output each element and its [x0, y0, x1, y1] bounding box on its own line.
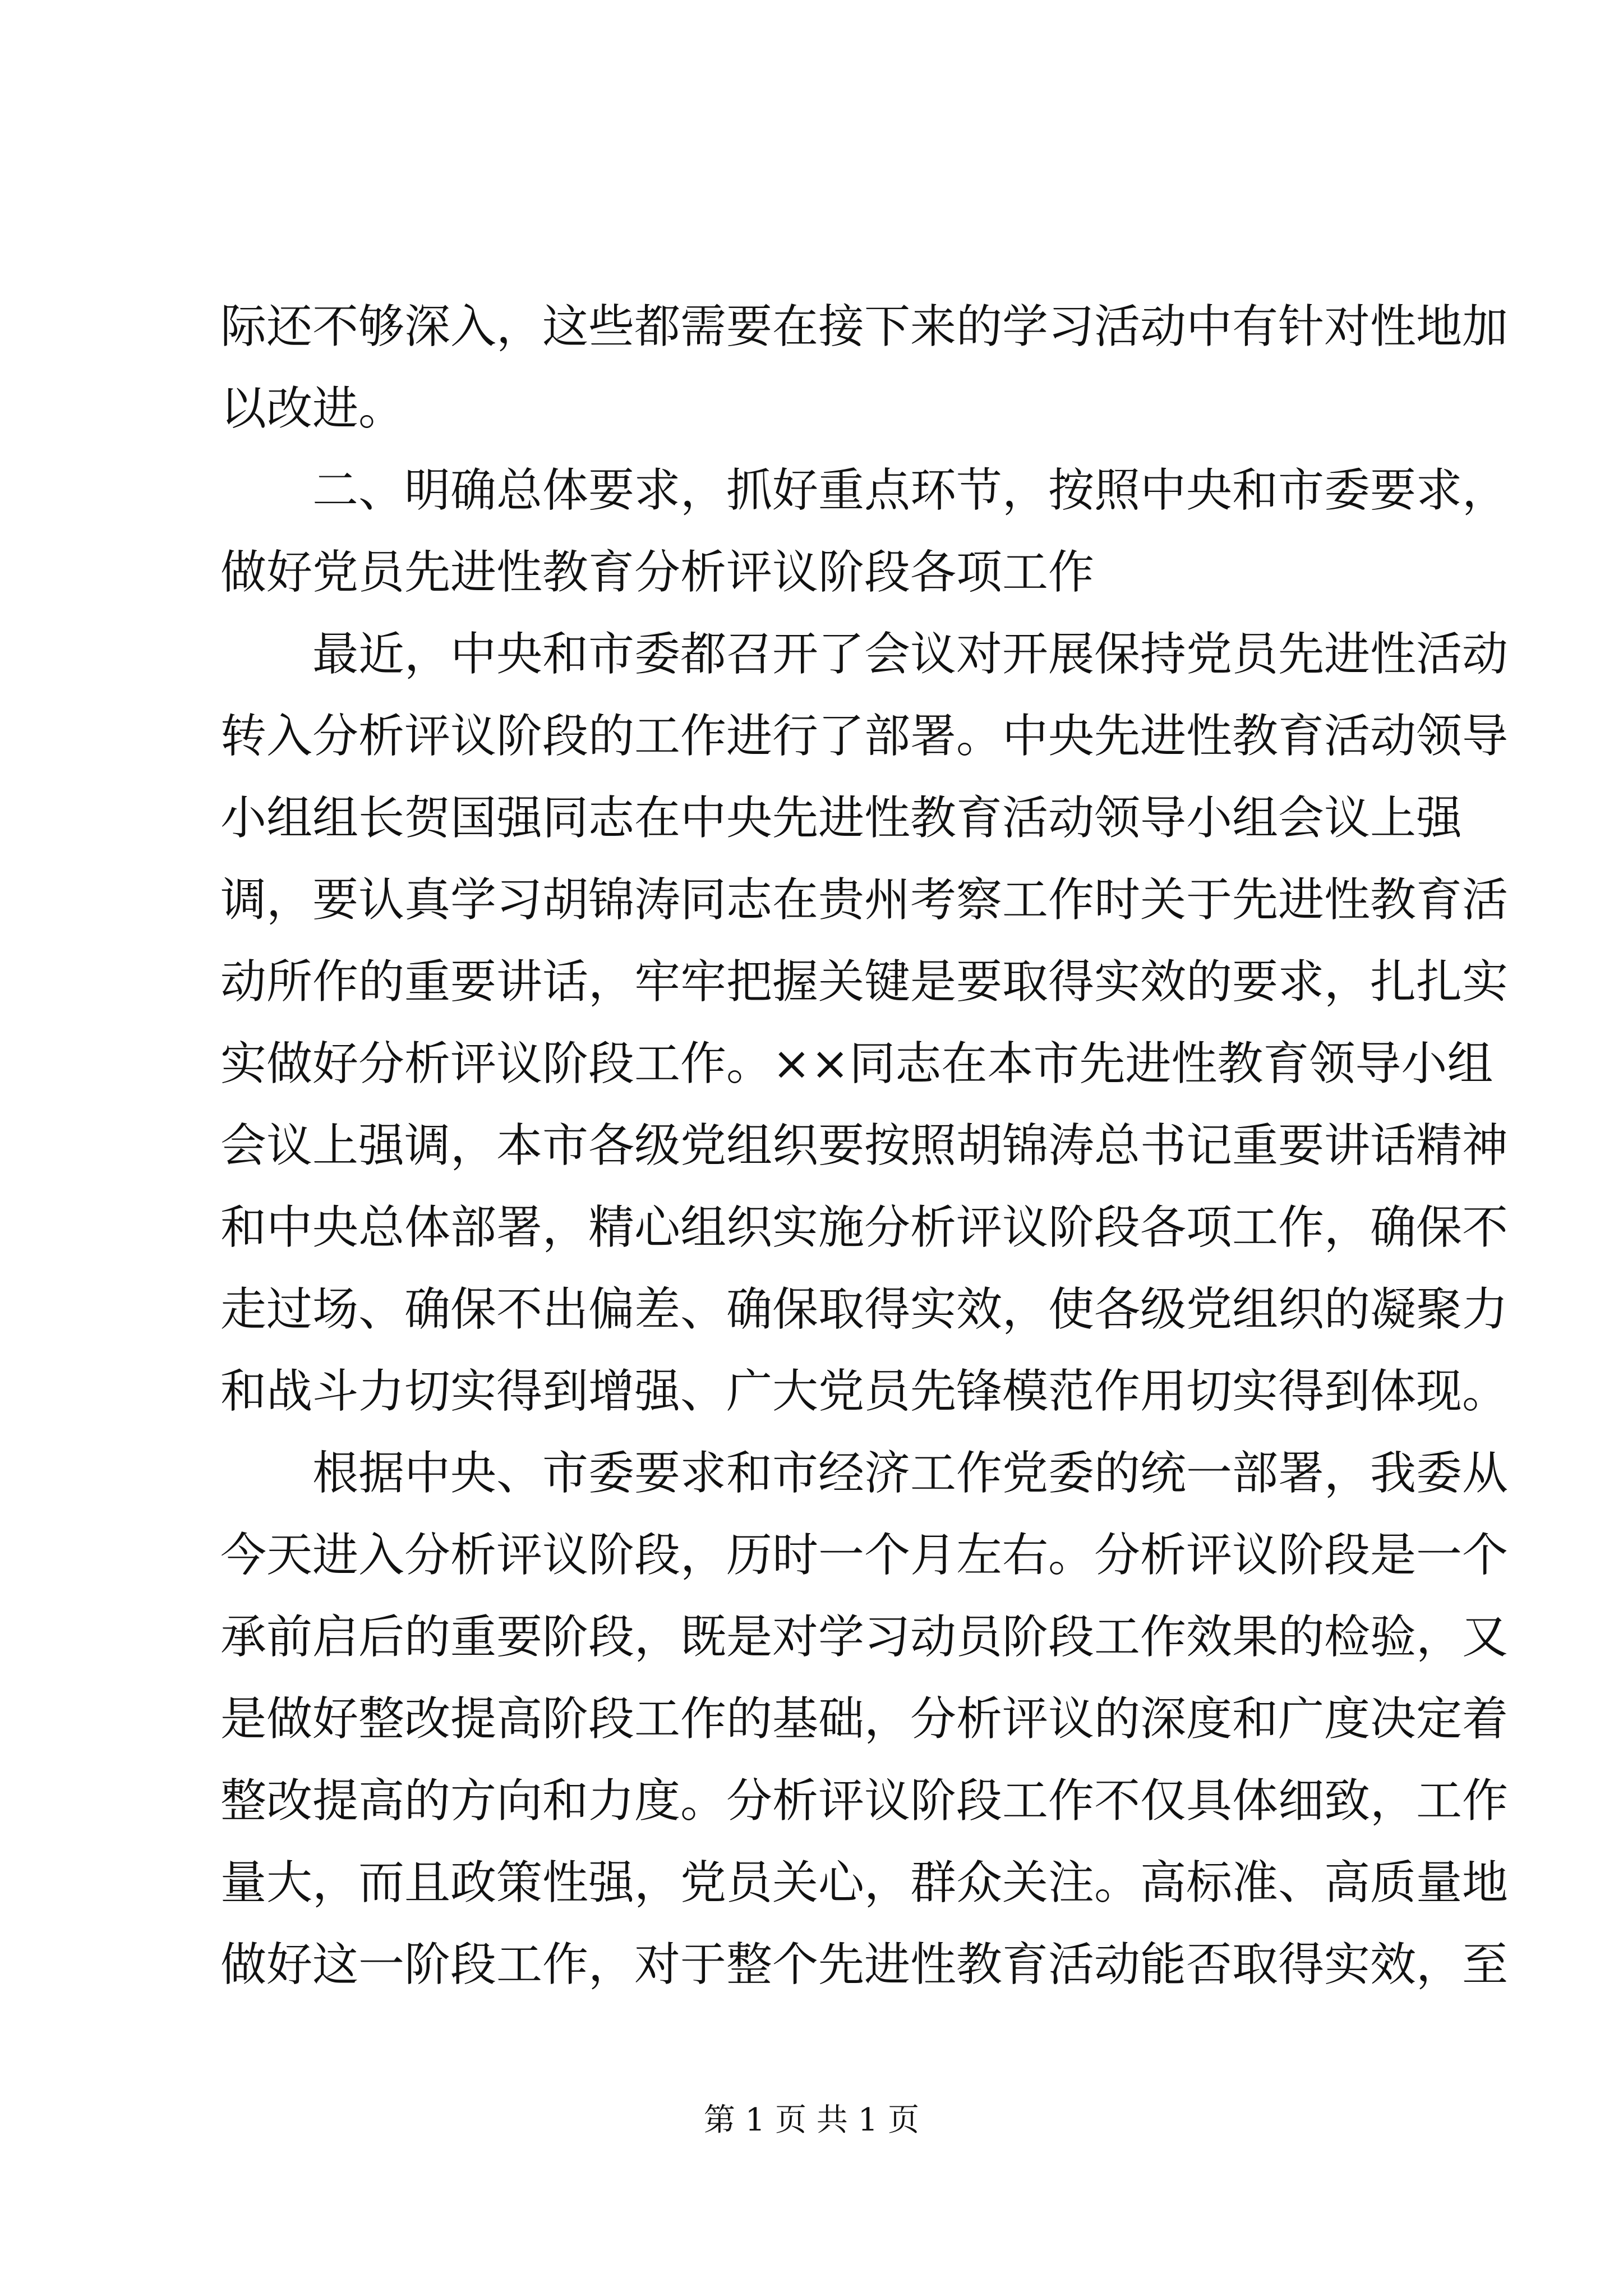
- section-heading-line: 二、明确总体要求，抓好重点环节，按照中央和市委要求，: [312, 464, 1509, 517]
- text-line: 以改进。: [220, 382, 405, 435]
- text-line: 做好这一阶段工作，对于整个先进性教育活动能否取得实效，至: [220, 1938, 1509, 1991]
- text-line: 整改提高的方向和力度。分析评议阶段工作不仅具体细致，工作: [220, 1774, 1509, 1828]
- body-text: [220, 286, 1509, 2006]
- text-line: 际还不够深入，这些都需要在接下来的学习活动中有针对性地加: [220, 300, 1509, 353]
- text-line: 是做好整改提高阶段工作的基础，分析评议的深度和广度决定着: [220, 1692, 1509, 1746]
- text-line: 走过场、确保不出偏差、确保取得实效，使各级党组织的凝聚力: [220, 1283, 1509, 1336]
- text-line: 小组组长贺国强同志在中央先进性教育活动领导小组会议上强: [220, 792, 1463, 845]
- paragraph-first-line: 根据中央、市委要求和市经济工作党委的统一部署，我委从: [312, 1447, 1509, 1500]
- page-footer: 第 1 页 共 1 页: [703, 2102, 920, 2138]
- text-line: 实做好分析评议阶段工作。××同志在本市先进性教育领导小组: [220, 1037, 1493, 1091]
- text-line: 承前启后的重要阶段，既是对学习动员阶段工作效果的检验，又: [220, 1611, 1509, 1664]
- text-line: 调，要认真学习胡锦涛同志在贵州考察工作时关于先进性教育活: [220, 873, 1509, 927]
- text-line: 量大，而且政策性强，党员关心，群众关注。高标准、高质量地: [220, 1856, 1509, 1910]
- paragraph-first-line: 最近，中央和市委都召开了会议对开展保持党员先进性活动: [312, 628, 1509, 681]
- text-line: 动所作的重要讲话，牢牢把握关键是要取得实效的要求，扎扎实: [220, 955, 1509, 1009]
- text-line: 会议上强调，本市各级党组织要按照胡锦涛总书记重要讲话精神: [220, 1119, 1509, 1172]
- text-line: 和战斗力切实得到增强、广大党员先锋模范作用切实得到体现。: [220, 1365, 1509, 1418]
- section-heading-line: 做好党员先进性教育分析评议阶段各项工作: [220, 546, 1095, 599]
- text-line: 今天进入分析评议阶段，历时一个月左右。分析评议阶段是一个: [220, 1529, 1509, 1582]
- text-line: 转入分析评议阶段的工作进行了部署。中央先进性教育活动领导: [220, 710, 1509, 763]
- text-line: 和中央总体部署，精心组织实施分析评议阶段各项工作，确保不: [220, 1201, 1509, 1254]
